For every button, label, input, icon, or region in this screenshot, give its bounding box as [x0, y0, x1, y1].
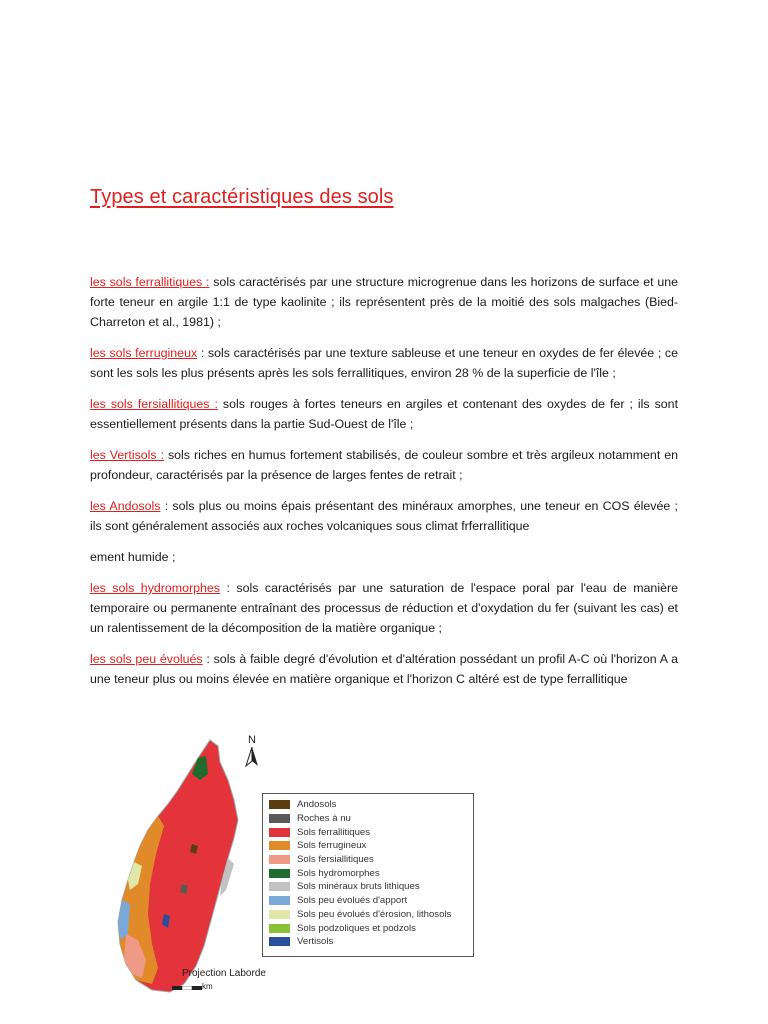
- document-title: Types et caractéristiques des sols: [90, 186, 394, 208]
- desc-andosols-continued: ement humide ;: [90, 550, 176, 564]
- legend-swatch: [269, 910, 290, 919]
- legend-label: Andosols: [297, 799, 337, 811]
- paragraph-vertisols: [90, 445, 678, 485]
- legend-item-ferrugineux: [269, 839, 467, 853]
- legend-label: Sols podzoliques et podzols: [297, 922, 416, 934]
- paragraph-fersiallitiques: [90, 394, 678, 434]
- desc-fersiallitiques: sols rouges à fortes teneurs en argiles et contenant des oxydes de fer ; ils sont essentiellement présents dans la partie Sud-Ouest de l'île ;: [90, 397, 679, 431]
- legend-label: Sols hydromorphes: [297, 867, 380, 879]
- paragraph-peu-evolues: [90, 649, 678, 689]
- paragraph-ferrugineux: [90, 343, 678, 383]
- desc-andosols: : sols plus ou moins épais présentant des minéraux amorphes, une teneur en COS élevée ; ils sont généralement associés aux roches volcaniques sous climat frferrallitique: [90, 499, 679, 533]
- legend-item-lithiques: [269, 880, 467, 894]
- soil-map-figure: [112, 734, 512, 1000]
- desc-ferrallitiques: sols caractérisés par une structure microgrenue dans les horizons de surface et une forte teneur en argile 1:1 de type kaolinite ; ils représentent près de la moitié des sols malgaches (Bied-Charreton et al., 1981) ;: [90, 275, 678, 329]
- legend-swatch: [269, 855, 290, 864]
- legend-item-apport: [269, 894, 467, 908]
- legend-label: Sols ferrallitiques: [297, 826, 371, 838]
- term-andosols: les Andosols: [90, 499, 161, 513]
- legend-item-podzols: [269, 921, 467, 935]
- legend-swatch: [269, 841, 290, 850]
- legend-swatch: [269, 937, 290, 946]
- legend-swatch: [269, 896, 290, 905]
- legend-swatch: [269, 869, 290, 878]
- legend-label: Sols minéraux bruts lithiques: [297, 881, 420, 893]
- north-label: N: [248, 734, 256, 746]
- paragraph-hydromorphes: [90, 578, 678, 638]
- desc-hydromorphes: : sols caractérisés par une saturation de l'espace poral par l'eau de manière temporaire ou permanente entraînant des processus de réduction et d'oxydation du fer (suivant les cas) et un ralentissement de la décomposition de la matière organique ;: [90, 581, 678, 635]
- legend-swatch: [269, 924, 290, 933]
- legend-label: Sols peu évolués d'érosion, lithosols: [297, 908, 452, 920]
- term-ferrugineux: les sols ferrugineux: [90, 346, 198, 360]
- paragraph-andosols-continued: [90, 547, 678, 567]
- legend-item-andosols: [269, 798, 467, 812]
- term-peu-evolues: les sols peu évolués: [90, 652, 203, 666]
- term-vertisols: les Vertisols :: [90, 448, 165, 462]
- legend-item-erosion: [269, 908, 467, 922]
- legend-swatch: [269, 814, 290, 823]
- desc-vertisols: sols riches en humus fortement stabilisés, de couleur sombre et très argileux notamment en profondeur, caractérisés par la présence de larges fentes de retrait ;: [90, 448, 678, 482]
- legend-item-ferrallitiques: [269, 825, 467, 839]
- legend-item-fersiallitiques: [269, 853, 467, 867]
- paragraph-andosols: [90, 496, 678, 536]
- legend-swatch: [269, 800, 290, 809]
- term-fersiallitiques: les sols fersiallitiques :: [90, 397, 218, 411]
- soil-types-text: [90, 272, 678, 700]
- map-legend: [262, 793, 474, 957]
- legend-item-roches: [269, 812, 467, 826]
- paragraph-ferrallitiques: [90, 272, 678, 332]
- legend-swatch: [269, 882, 290, 891]
- projection-label: Projection Laborde: [182, 968, 266, 979]
- north-arrow-icon: [244, 746, 260, 768]
- legend-label: Sols fersiallitiques: [297, 854, 374, 866]
- legend-label: Roches à nu: [297, 813, 351, 825]
- legend-label: Sols ferrugineux: [297, 840, 367, 852]
- north-arrow: [240, 734, 264, 773]
- madagascar-soil-map: [112, 734, 252, 996]
- scale-unit: km: [202, 982, 213, 991]
- legend-item-hydromorphes: [269, 866, 467, 880]
- term-ferrallitiques: les sols ferrallitiques :: [90, 275, 210, 289]
- legend-label: Sols peu évolués d'apport: [297, 895, 408, 907]
- desc-peu-evolues: : sols à faible degré d'évolution et d'altération possédant un profil A-C où l'horizon A a une teneur plus ou moins élevée en matière organique et l'horizon C altéré est de type ferrallitique: [90, 652, 678, 686]
- legend-swatch: [269, 828, 290, 837]
- desc-ferrugineux: : sols caractérisés par une texture sableuse et une teneur en oxydes de fer élevée ; ce sont les sols les plus présents après les sols ferrallitiques, environ 28 % de la superficie de l'île ;: [90, 346, 678, 380]
- legend-item-vertisols: [269, 935, 467, 949]
- term-hydromorphes: les sols hydromorphes: [90, 581, 221, 595]
- legend-label: Vertisols: [297, 936, 334, 948]
